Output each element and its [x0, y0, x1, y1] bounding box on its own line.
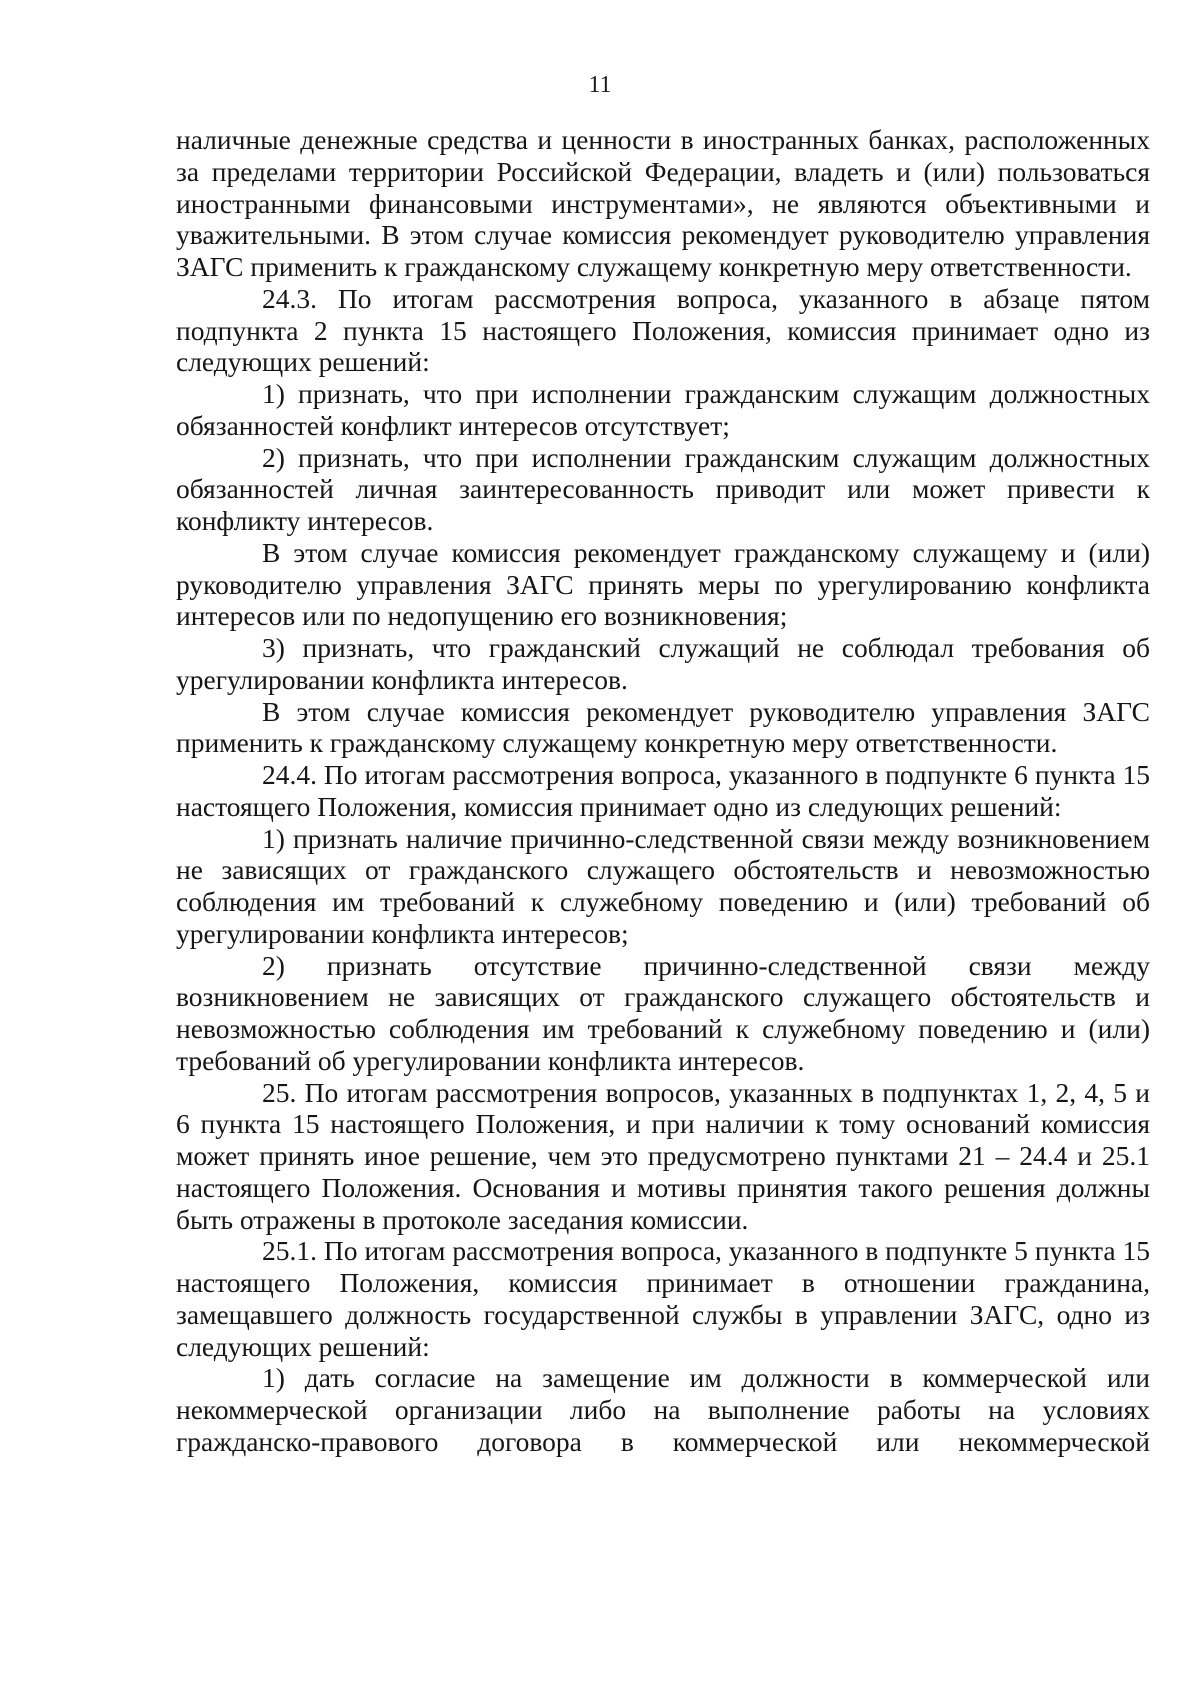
paragraph-24-3-item-2-note: В этом случае комиссия рекомендует гражданскому служащему и (или) руководителю управления ЗАГС принять меры по урегулированию конфликта интересов или по недопущению его возникновения; [176, 536, 1150, 632]
document-body [176, 124, 1150, 1458]
paragraph-24-3: 24.3. По итогам рассмотрения вопроса, указанного в абзаце пятом подпункта 2 пункта 15 настоящего Положения, комиссия принимает одно из следующих решений: [176, 282, 1150, 378]
page-number: 11 [588, 72, 612, 98]
paragraph-25-1: 25.1. По итогам рассмотрения вопроса, указанного в подпункте 5 пункта 15 настоящего Положения, комиссия принимает в отношении гражданина, замещавшего должность государственной службы в управлении ЗАГС, одно из следующих решений: [176, 1235, 1150, 1362]
paragraph-24-3-item-2: 2) признать, что при исполнении гражданским служащим должностных обязанностей личная заинтересованность приводит или может привести к конфликту интересов. [176, 441, 1150, 536]
paragraph-24-3-item-3-note: В этом случае комиссия рекомендует руководителю управления ЗАГС применить к гражданскому служащему конкретную меру ответственности. [176, 695, 1150, 759]
paragraph-24-3-item-3: 3) признать, что гражданский служащий не соблюдал требования об урегулировании конфликта интересов. [176, 632, 1150, 695]
paragraph-24-4: 24.4. По итогам рассмотрения вопроса, указанного в подпункте 6 пункта 15 настоящего Положения, комиссия принимает одно из следующих решений: [176, 759, 1150, 822]
paragraph-25-1-item-1: 1) дать согласие на замещение им должности в коммерческой или некоммерческой организации либо на выполнение работы на условиях гражданско-правового договора в коммерческой или некоммерческой [176, 1362, 1150, 1457]
paragraph-continuation: наличные денежные средства и ценности в иностранных банках, расположенных за пределами территории Российской Федерации, владеть и (или) пользоваться иностранными финансовыми инструментами», не являются объективными и уважительными. В этом случае комиссия рекомендует руководителю управления ЗАГС применить к гражданскому служащему конкретную меру ответственности. [176, 124, 1150, 282]
paragraph-24-4-item-1: 1) признать наличие причинно-следственной связи между возникновением не зависящих от гражданского служащего обстоятельств и невозможностью соблюдения им требований к служебному поведению и (или) требований об урегулировании конфликта интересов; [176, 822, 1150, 949]
paragraph-24-4-item-2: 2) признать отсутствие причинно-следственной связи между возникновением не зависящих от гражданского служащего обстоятельств и невозможностью соблюдения им требований к служебному поведению и (или) требований об урегулировании конфликта интересов. [176, 949, 1150, 1076]
paragraph-24-3-item-1: 1) признать, что при исполнении гражданским служащим должностных обязанностей конфликт интересов отсутствует; [176, 378, 1150, 441]
paragraph-25: 25. По итогам рассмотрения вопросов, указанных в подпунктах 1, 2, 4, 5 и 6 пункта 15 настоящего Положения, и при наличии к тому оснований комиссия может принять иное решение, чем это предусмотрено пунктами 21 – 24.4 и 25.1 настоящего Положения. Основания и мотивы принятия такого решения должны быть отражены в протоколе заседания комиссии. [176, 1076, 1150, 1235]
